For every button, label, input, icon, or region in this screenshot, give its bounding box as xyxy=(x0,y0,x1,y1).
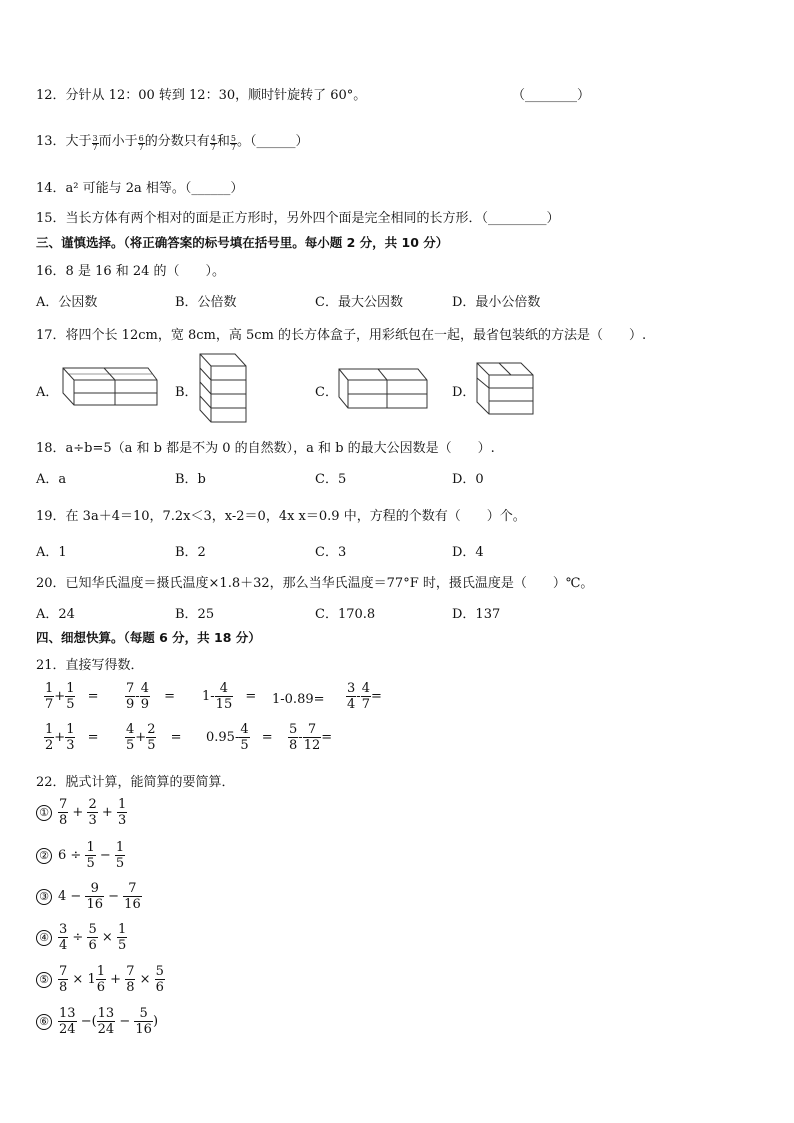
num: 7 xyxy=(59,964,68,979)
q20-option-d[interactable]: D．137 xyxy=(452,607,501,622)
num: 4 xyxy=(240,722,249,737)
num: 5 xyxy=(134,1006,153,1022)
den: 6 xyxy=(88,938,97,953)
q13-and: 和 xyxy=(216,134,230,149)
q21-item-5 xyxy=(346,681,382,712)
q22-item-3 xyxy=(36,881,142,912)
equals: = xyxy=(87,689,99,704)
item-number: ④ xyxy=(36,930,52,946)
num: 13 xyxy=(97,1006,115,1021)
num: 1 xyxy=(66,722,75,737)
q13-frac4-num: 5 xyxy=(230,133,236,143)
num: 7 xyxy=(123,881,142,897)
den: 8 xyxy=(126,980,135,995)
den: 5 xyxy=(66,697,75,712)
op: + xyxy=(54,689,66,704)
q21-item-8 xyxy=(206,722,273,753)
section-4-heading: 四、细想快算。（每题 6 分，共 18 分） xyxy=(36,630,261,645)
paren: ) xyxy=(152,1014,159,1029)
num: 3 xyxy=(59,922,68,937)
num: 9 xyxy=(85,881,104,897)
box-arrangement-d-figure xyxy=(474,360,536,416)
num: 13 xyxy=(59,1006,76,1021)
equals: = xyxy=(245,689,257,704)
den: 9 xyxy=(126,697,135,712)
q19-option-a[interactable]: A．1 xyxy=(36,545,67,560)
question-19: 19．在 3a＋4＝10，7.2x＜3，x-2＝0，4x x＝0.9 中，方程的个数有（ ）个。 xyxy=(36,509,526,524)
den: 5 xyxy=(147,738,156,753)
q13-frac1-den: 7 xyxy=(92,142,98,152)
den: 15 xyxy=(215,697,233,712)
q20-option-c[interactable]: C．170.8 xyxy=(315,607,376,622)
op: + xyxy=(135,730,147,745)
equals: = xyxy=(87,730,99,745)
question-21: 21．直接写得数． xyxy=(36,658,144,673)
den: 4 xyxy=(347,697,356,712)
q22-item-2 xyxy=(36,840,125,871)
q21-item-7 xyxy=(125,722,182,753)
q22-item-4 xyxy=(36,922,127,953)
q16-option-d[interactable]: D．最小公倍数 xyxy=(452,295,541,310)
item-number: ① xyxy=(36,805,52,821)
q13-frac3-den: 7 xyxy=(210,142,216,152)
den: 12 xyxy=(303,738,321,753)
den: 6 xyxy=(96,980,105,995)
equals: = xyxy=(370,689,382,704)
den: 5 xyxy=(86,856,95,871)
question-12 xyxy=(36,84,366,103)
den: 8 xyxy=(289,738,298,753)
num: 2 xyxy=(147,722,156,737)
den: 8 xyxy=(59,980,68,995)
q21-item-6 xyxy=(44,722,99,753)
prefix: 0.95- xyxy=(206,730,240,745)
q18-option-b[interactable]: B．b xyxy=(175,472,206,487)
q13-frac3-num: 4 xyxy=(210,133,216,143)
equals: = xyxy=(321,730,333,745)
q22-item-1 xyxy=(36,797,127,828)
box-arrangement-a-figure xyxy=(60,365,160,410)
op: − xyxy=(119,1014,131,1029)
q16-option-c[interactable]: C．最大公因数 xyxy=(315,295,403,310)
item-number: ⑤ xyxy=(36,972,52,988)
prefix: 1- xyxy=(202,689,215,704)
den: 7 xyxy=(45,697,54,712)
question-22: 22．脱式计算，能简算的要简算． xyxy=(36,775,235,790)
q19-option-d[interactable]: D．4 xyxy=(452,545,484,560)
num: 2 xyxy=(88,797,97,812)
q19-option-c[interactable]: C．3 xyxy=(315,545,347,560)
den: 5 xyxy=(115,856,125,871)
op: - xyxy=(135,689,140,704)
question-15-text: 15．当长方体有两个相对的面是正方形时，另外四个面是完全相同的长方形．（_________） xyxy=(36,211,560,226)
num: 1 xyxy=(117,922,127,937)
question-14 xyxy=(36,177,243,196)
den: 5 xyxy=(126,738,135,753)
q17-option-d[interactable]: D． xyxy=(452,385,476,400)
box-arrangement-c-figure xyxy=(336,366,430,410)
num: 7 xyxy=(59,797,68,812)
den: 16 xyxy=(135,1022,152,1037)
num: 5 xyxy=(155,964,164,979)
prefix: 6 ÷ xyxy=(58,848,82,863)
q13-frac2-den: 7 xyxy=(138,142,144,152)
q20-option-a[interactable]: A．24 xyxy=(36,607,75,622)
num: 1 xyxy=(45,722,54,737)
num: 5 xyxy=(88,922,97,937)
num: 7 xyxy=(303,722,322,738)
item-number: ⑥ xyxy=(36,1014,52,1030)
op: + xyxy=(54,730,66,745)
den: 8 xyxy=(59,813,68,828)
equals: = xyxy=(170,730,182,745)
box-arrangement-b-figure xyxy=(197,352,249,424)
op: − xyxy=(108,889,120,904)
prefix: 4 − xyxy=(58,889,82,904)
den: 3 xyxy=(66,738,75,753)
q21-item-1 xyxy=(44,681,99,712)
q22-item-6 xyxy=(36,1006,158,1037)
q13-frac2-num: 6 xyxy=(138,133,144,143)
q18-option-a[interactable]: A．a xyxy=(36,472,67,487)
num: 1 xyxy=(96,964,105,979)
num: 3 xyxy=(347,681,356,696)
q13-mid2: 的分数只有 xyxy=(144,134,210,149)
op: - xyxy=(298,730,303,745)
q21-item-3 xyxy=(202,681,256,712)
num: 4 xyxy=(215,681,234,697)
num: 1 xyxy=(45,681,54,696)
op: × 1 xyxy=(72,972,96,987)
q13-frac4-den: 7 xyxy=(230,142,236,152)
question-18: 18．a÷b=5（a 和 b 都是不为 0 的自然数），a 和 b 的最大公因数是（ ）. xyxy=(36,441,495,456)
q20-option-b[interactable]: B．25 xyxy=(175,607,215,622)
section-3-heading: 三、谨慎选择。（将正确答案的标号填在括号里。每小题 2 分，共 10 分） xyxy=(36,235,449,250)
q13-frac1-num: 3 xyxy=(92,133,98,143)
num: 5 xyxy=(289,722,298,737)
den: 3 xyxy=(88,813,97,828)
question-16: 16．8 是 16 和 24 的（ ）。 xyxy=(36,264,226,279)
num: 4 xyxy=(361,681,370,696)
item-number: ③ xyxy=(36,889,52,905)
den: 16 xyxy=(86,897,103,912)
question-12-text: 12．分针从 12：00 转到 12：30，顺时针旋转了 60°。 xyxy=(36,88,367,103)
num: 7 xyxy=(126,681,135,696)
q13-mid1: 而小于 xyxy=(98,134,138,149)
q21-item-2 xyxy=(125,681,175,712)
num: 4 xyxy=(140,681,149,696)
question-20: 20．已知华氏温度＝摄氏温度×1.8＋32，那么当华氏温度＝77°F 时，摄氏温度是（ ）℃。 xyxy=(36,576,594,591)
num: 1 xyxy=(66,681,75,696)
den: 5 xyxy=(240,738,249,753)
op: + xyxy=(110,972,122,987)
num: 4 xyxy=(126,722,135,737)
num: 1 xyxy=(115,840,125,855)
den: 3 xyxy=(117,813,127,828)
q18-option-d[interactable]: D．0 xyxy=(452,472,484,487)
question-15 xyxy=(36,207,560,226)
op: + xyxy=(72,805,84,820)
op: - xyxy=(356,689,361,704)
q22-item-5 xyxy=(36,964,165,995)
num: 1 xyxy=(86,840,95,855)
q16-option-b[interactable]: B．公倍数 xyxy=(175,295,237,310)
den: 5 xyxy=(117,938,127,953)
op: ÷ xyxy=(72,930,84,945)
num: 7 xyxy=(126,964,135,979)
op: × xyxy=(139,972,151,987)
question-13 xyxy=(36,130,308,152)
q16-option-a[interactable]: A．公因数 xyxy=(36,295,98,310)
den: 7 xyxy=(361,697,370,712)
equals: = xyxy=(164,689,176,704)
q17-option-a[interactable]: A． xyxy=(36,385,59,400)
question-17: 17．将四个长 12cm，宽 8cm，高 5cm 的长方体盒子，用彩纸包在一起，最省包装纸的方法是（ ）. xyxy=(36,328,647,343)
den: 4 xyxy=(59,938,68,953)
op: −( xyxy=(80,1014,97,1029)
den: 24 xyxy=(59,1022,76,1037)
op: × xyxy=(101,930,113,945)
item-number: ② xyxy=(36,848,52,864)
op: + xyxy=(101,805,113,820)
q17-option-b[interactable]: B． xyxy=(175,385,198,400)
num: 1 xyxy=(117,797,127,812)
den: 2 xyxy=(45,738,54,753)
q13-pre: 13．大于 xyxy=(36,134,92,149)
question-14-text: 14．a² 可能与 2a 相等。（______） xyxy=(36,181,244,196)
den: 16 xyxy=(124,897,141,912)
den: 9 xyxy=(140,697,149,712)
answer-blank-12[interactable]: （________） xyxy=(512,88,591,103)
answer-blank-13[interactable]: 。（______） xyxy=(236,134,309,149)
q19-option-b[interactable]: B．2 xyxy=(175,545,206,560)
equals: = xyxy=(261,730,273,745)
q17-option-c[interactable]: C． xyxy=(315,385,338,400)
op: − xyxy=(99,848,111,863)
q18-option-c[interactable]: C．5 xyxy=(315,472,347,487)
den: 24 xyxy=(97,1022,115,1037)
q21-item-4: 1-0.89= xyxy=(272,692,325,707)
den: 6 xyxy=(155,980,164,995)
q21-item-9 xyxy=(288,722,332,753)
